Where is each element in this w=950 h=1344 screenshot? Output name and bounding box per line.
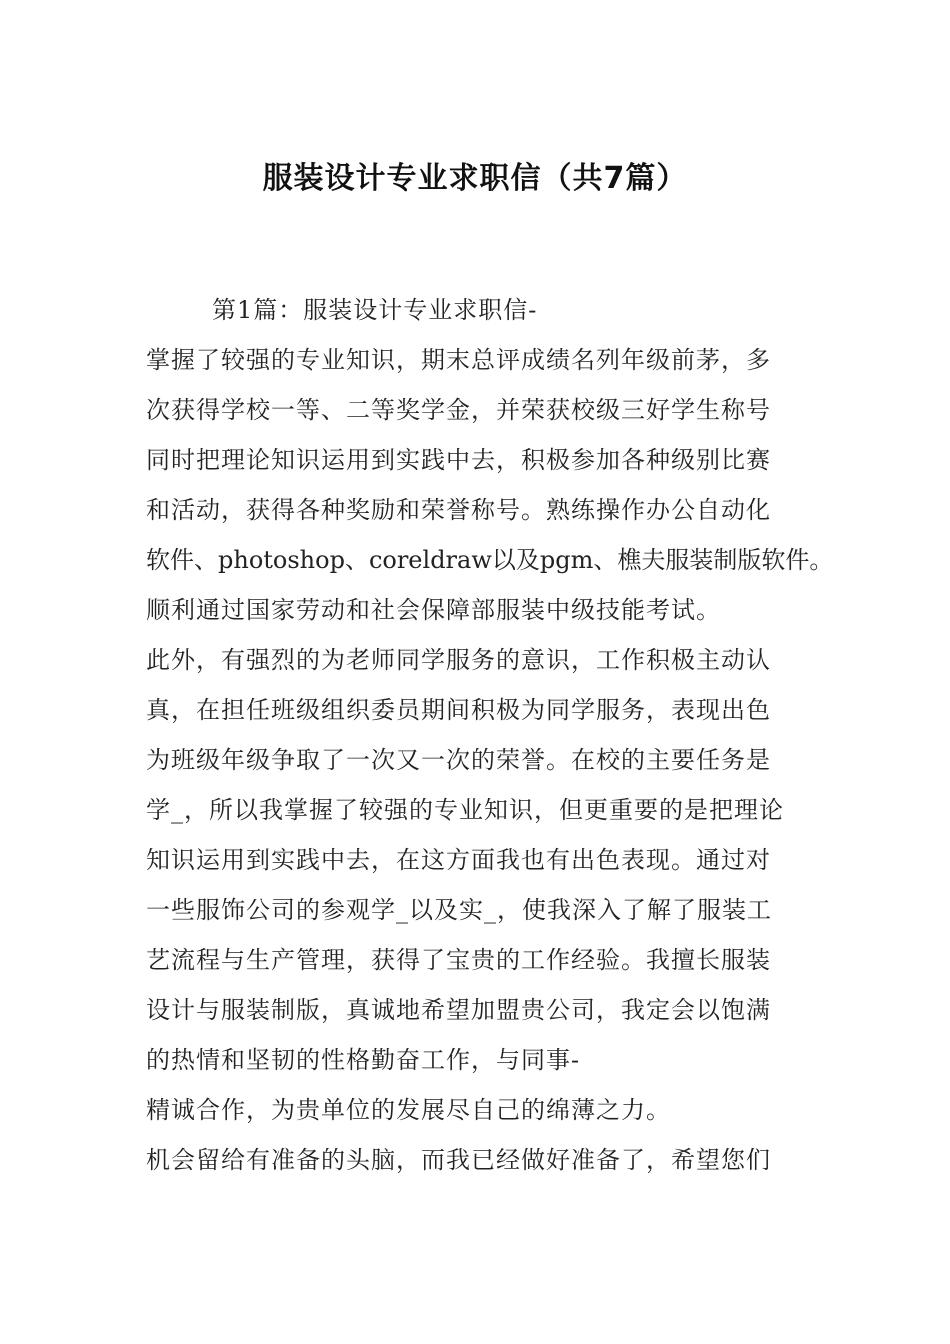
- document-body: [146, 292, 834, 1192]
- body-line: 学_，所以我掌握了较强的专业知识，但更重要的是把理论: [146, 796, 784, 824]
- body-line: 掌握了较强的专业知识，期末总评成绩名列年级前茅，多: [146, 346, 771, 374]
- document-title: 服装设计专业求职信（共7篇）: [262, 161, 688, 196]
- section-heading: 第1篇：服装设计专业求职信-: [212, 296, 538, 324]
- body-line: 次获得学校一等、二等奖学金，并荣获校级三好学生称号: [146, 396, 771, 424]
- body-line: 知识运用到实践中去，在这方面我也有出色表现。通过对: [146, 846, 771, 874]
- body-line: 和活动，获得各种奖励和荣誉称号。熟练操作办公自动化: [146, 496, 771, 524]
- body-line: 艺流程与生产管理，获得了宝贵的工作经验。我擅长服装: [146, 946, 771, 974]
- body-line: 精诚合作，为贵单位的发展尽自己的绵薄之力。: [146, 1096, 671, 1124]
- body-line: 此外，有强烈的为老师同学服务的意识，工作积极主动认: [146, 646, 771, 674]
- body-line: 设计与服装制版，真诚地希望加盟贵公司，我定会以饱满: [146, 996, 771, 1024]
- body-line: 软件、photoshop、coreldraw以及pgm、樵夫服装制版软件。: [146, 546, 834, 574]
- body-line: 的热情和坚韧的性格勤奋工作，与同事-: [146, 1046, 581, 1074]
- body-line: 同时把理论知识运用到实践中去，积极参加各种级别比赛: [146, 446, 771, 474]
- body-line: 机会留给有准备的头脑，而我已经做好准备了，希望您们: [146, 1146, 771, 1174]
- body-line: 顺利通过国家劳动和社会保障部服装中级技能考试。: [146, 596, 721, 624]
- body-line: 真，在担任班级组织委员期间积极为同学服务，表现出色: [146, 696, 771, 724]
- body-line: 一些服饰公司的参观学_以及实_，使我深入了解了服装工: [146, 896, 772, 924]
- body-line: 为班级年级争取了一次又一次的荣誉。在校的主要任务是: [146, 746, 771, 774]
